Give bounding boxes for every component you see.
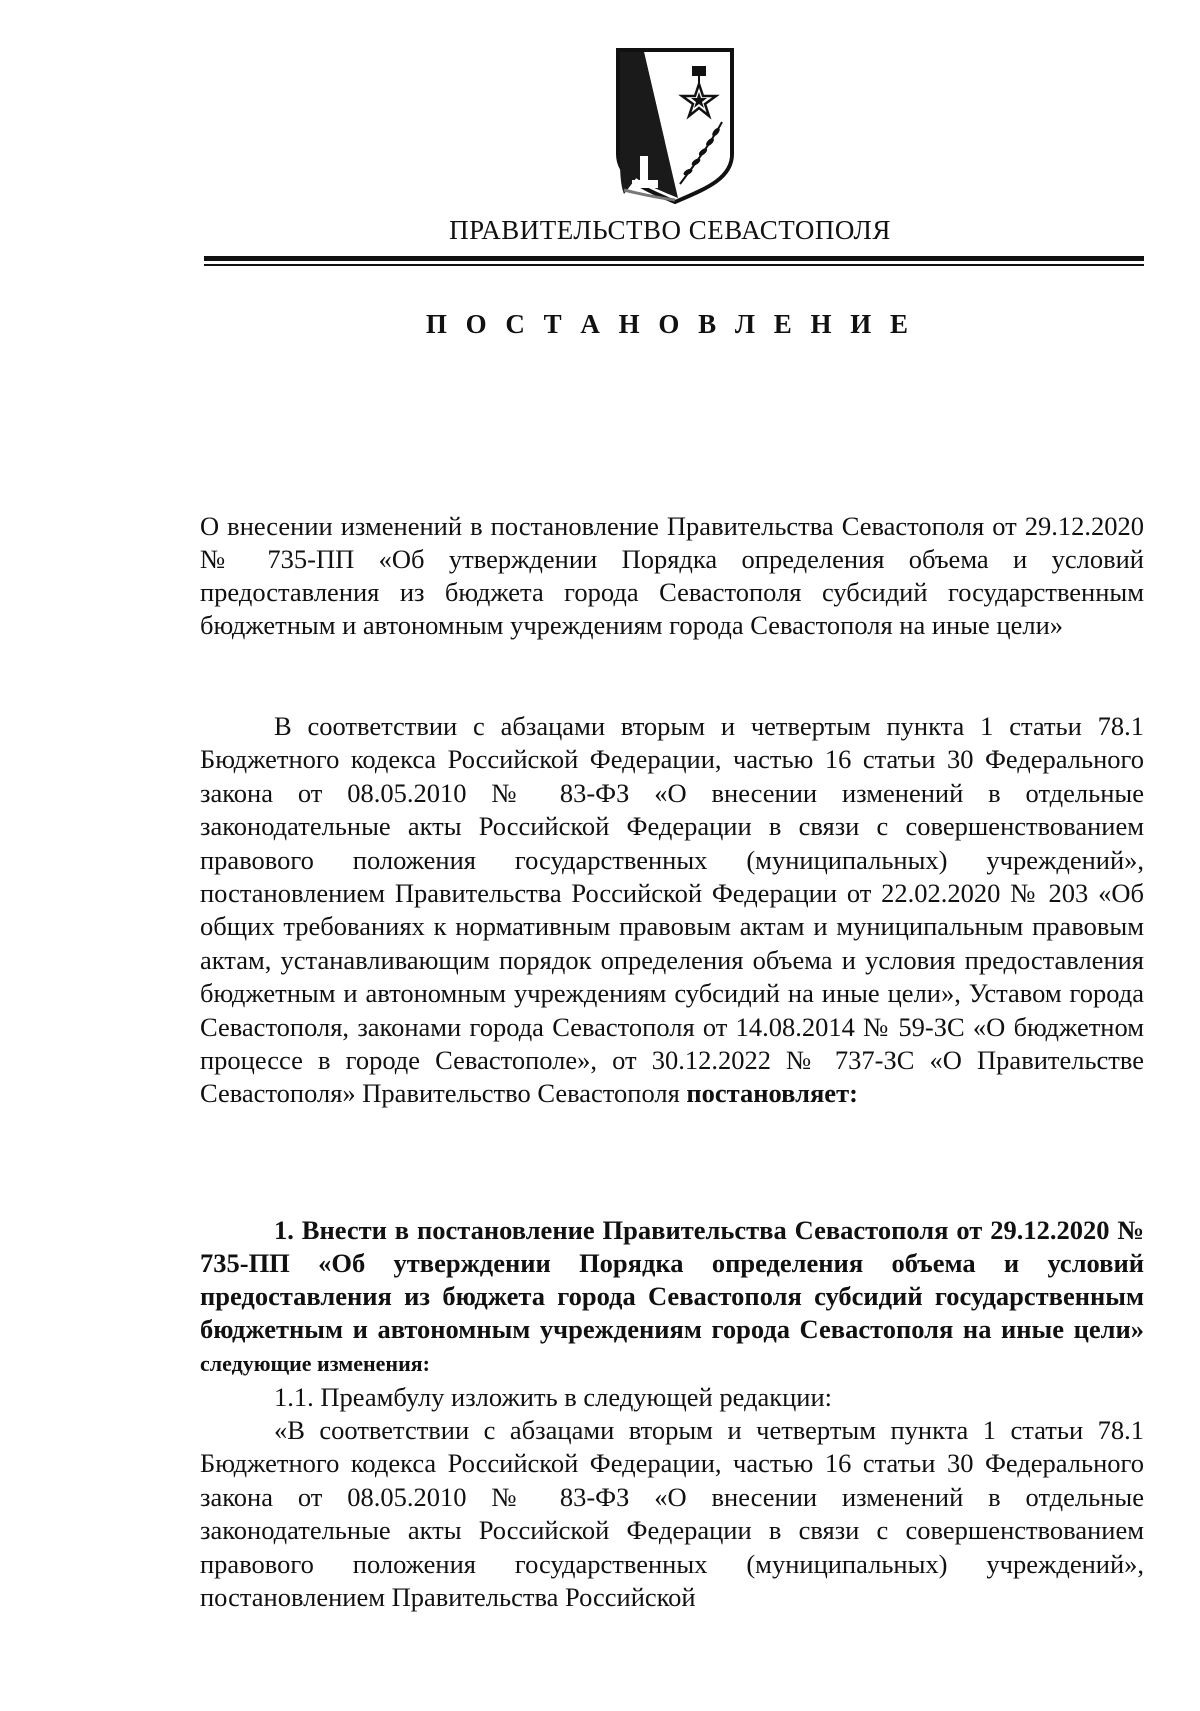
item-1-1-paragraph: 1.1. Преамбулу изложить в следующей редакции: — [274, 1382, 833, 1412]
preamble-text: В соответствии с абзацами вторым и четвертым пункта 1 статьи 78.1 Бюджетного кодекса Российской Федерации, частью 16 статьи 30 Федерального закона от 08.05.2010 № 83-ФЗ «О внесении изменений в отдельные законодательные акты Российской Федерации в связи с совершенствованием правового положения государственных (муниципальных) учреждений», постановлением Правительства Российской Федерации от 22.02.2020 № 203 «Об общих требованиях к нормативным правовым актам и муниципальным правовым актам, устанавливающим порядок определения объема и условия предоставления бюджетным и автономным учреждениям субсидий на иные цели», Уставом города Севастополя, законами города Севастополя от 14.08.2014 № 59-ЗС «О бюджетном процессе в городе Севастополе», от 30.12.2022 № 737-ЗС «О Правительстве Севастополя» Правительство Севастополя — [200, 711, 1144, 1109]
item-1-text: 1. Внести в постановление Правительства Севастополя от 29.12.2020 № 735-ПП «Об утверждении Порядка определения объема и условий предоставления из бюджета города Севастополя субсидий государственным бюджетным и автономным учреждениям города Севастополя на иные цели» — [200, 1215, 1144, 1344]
preamble-paragraph — [200, 710, 1144, 1111]
quoted-preamble-paragraph: «В соответствии с абзацами вторым и четвертым пункта 1 статьи 78.1 Бюджетного кодекса Российской Федерации, частью 16 статьи 30 Федерального закона от 08.05.2010 № 83-ФЗ «О внесении изменений в отдельные законодательные акты Российской Федерации в связи с совершенствованием правового положения государственных (муниципальных) учреждений», постановлением Правительства Российской — [200, 1415, 1144, 1613]
item-1-tail: следующие изменения: — [200, 1351, 431, 1376]
header-divider-thick — [204, 256, 1144, 261]
document-type-title: П О С Т А Н О В Л Е Н И Е — [425, 309, 915, 339]
header-divider-thin — [204, 264, 1144, 266]
resolves-keyword: постановляет: — [686, 1078, 858, 1109]
document-subject: О внесении изменений в постановление Правительства Севастополя от 29.12.2020 № 735-ПП «Об утверждении Порядка определения объема и условий предоставления из бюджета города Севастополя субсидий государственным бюджетным и автономным учреждениям города Севастополя на иные цели» — [200, 511, 1144, 640]
government-name: ПРАВИТЕЛЬСТВО СЕВАСТОПОЛЯ — [449, 215, 891, 245]
coat-of-arms-icon — [610, 44, 740, 204]
item-1-paragraph — [200, 1214, 1144, 1380]
